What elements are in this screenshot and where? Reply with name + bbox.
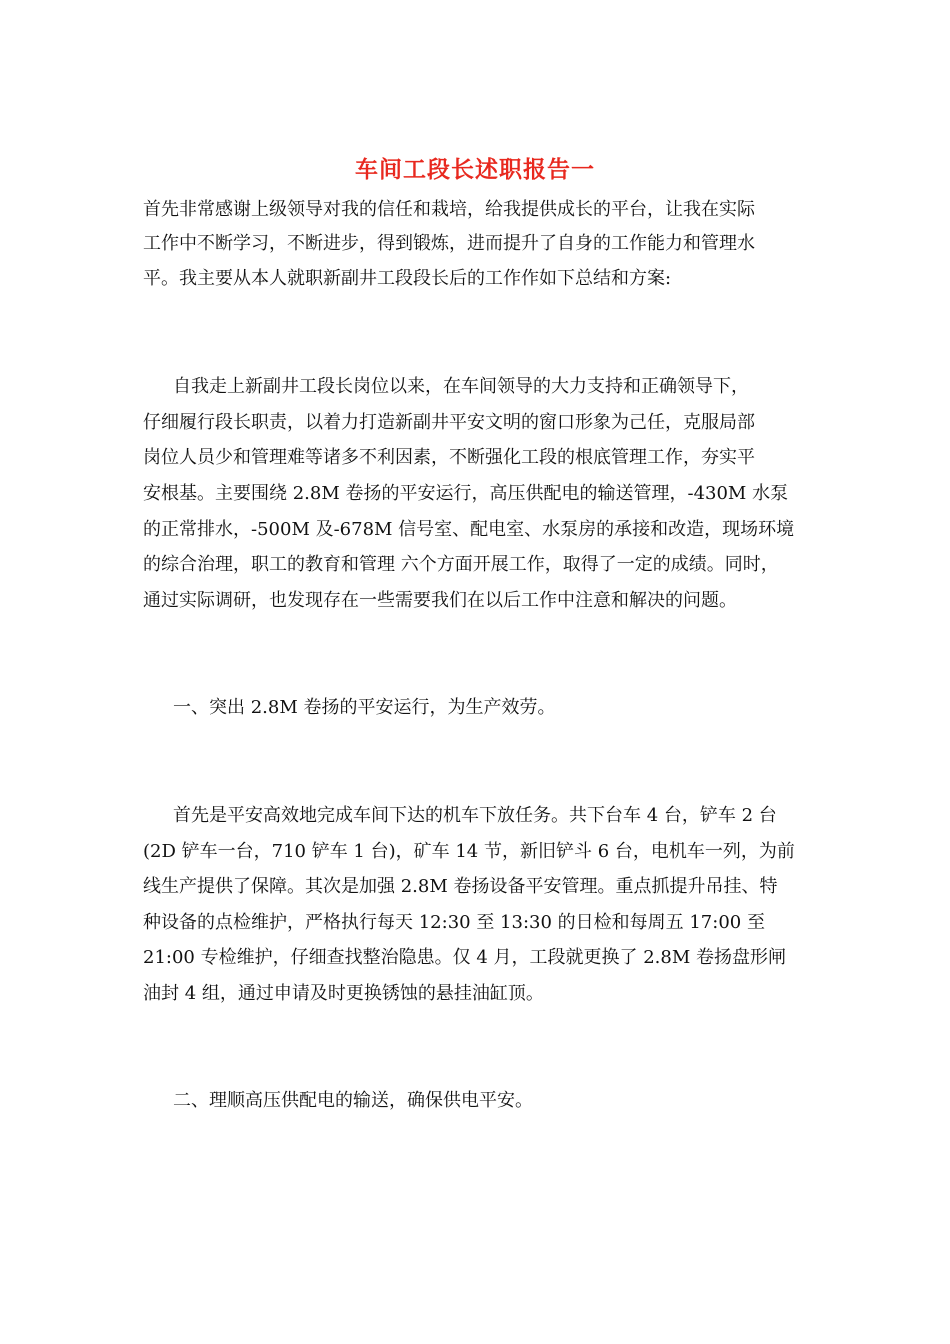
- paragraph-line: (2D 铲车一台，710 铲车 1 台)，矿车 14 节，新旧铲斗 6 台，电机车一列，为前: [143, 841, 795, 862]
- paragraph-line: 线生产提供了保障。其次是加强 2.8M 卷扬设备平安管理。重点抓提升吊挂、特: [143, 876, 778, 897]
- intro-line: 平。我主要从本人就职新副井工段段长后的工作作如下总结和方案:: [143, 268, 672, 289]
- paragraph-line: 岗位人员少和管理难等诸多不利因素，不断强化工段的根底管理工作，夯实平: [143, 447, 755, 468]
- paragraph-line: 种设备的点检维护，严格执行每天 12:30 至 13:30 的日检和每周五 17:00 至: [143, 912, 765, 933]
- section-heading: 一、突出 2.8M 卷扬的平安运行，为生产效劳。: [173, 697, 556, 718]
- paragraph-line: 首先是平安高效地完成车间下达的机车下放任务。共下台车 4 台，铲车 2 台: [173, 805, 777, 826]
- paragraph-line: 安根基。主要围绕 2.8M 卷扬的平安运行，高压供配电的输送管理，-430M 水泵: [143, 483, 789, 504]
- document-title: 车间工段长述职报告一: [355, 156, 595, 183]
- paragraph-line: 的正常排水，-500M 及-678M 信号室、配电室、水泵房的承接和改造，现场环境: [143, 519, 795, 540]
- intro-line: 首先非常感谢上级领导对我的信任和栽培，给我提供成长的平台，让我在实际: [143, 199, 755, 220]
- paragraph-line: 仔细履行段长职责，以着力打造新副井平安文明的窗口形象为己任，克服局部: [143, 412, 755, 433]
- paragraph-line: 21:00 专检维护，仔细查找整治隐患。仅 4 月，工段就更换了 2.8M 卷扬盘形闸: [143, 947, 786, 968]
- paragraph-line: 油封 4 组，通过申请及时更换锈蚀的悬挂油缸顶。: [143, 983, 544, 1004]
- paragraph-line: 自我走上新副井工段长岗位以来，在车间领导的大力支持和正确领导下，: [173, 376, 749, 397]
- section-heading: 二、理顺高压供配电的输送，确保供电平安。: [173, 1090, 533, 1111]
- paragraph-line: 通过实际调研，也发现存在一些需要我们在以后工作中注意和解决的问题。: [143, 590, 737, 611]
- intro-line: 工作中不断学习，不断进步，得到锻炼，进而提升了自身的工作能力和管理水: [143, 233, 755, 254]
- paragraph-line: 的综合治理，职工的教育和管理 六个方面开展工作，取得了一定的成绩。同时，: [143, 554, 779, 575]
